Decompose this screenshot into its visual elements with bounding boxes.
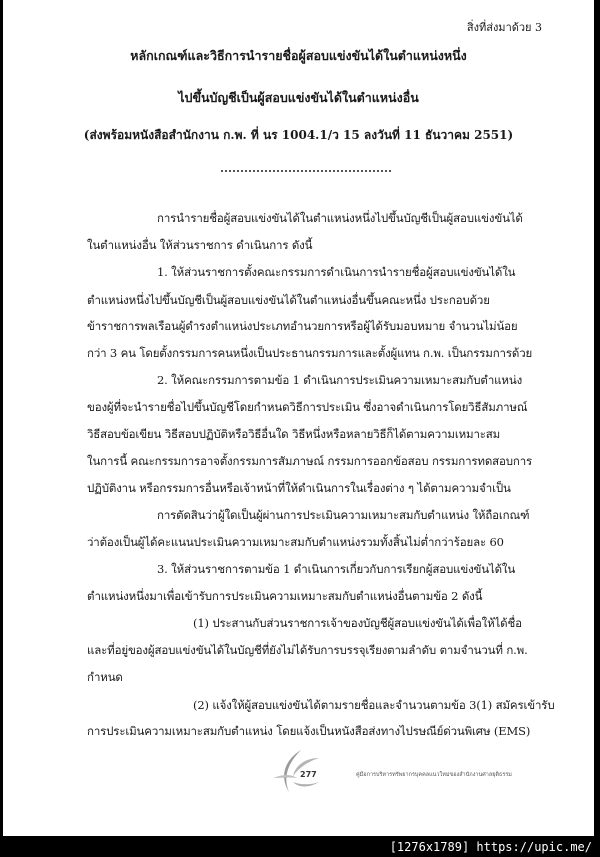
footer-text: คู่มือการบริหารทรัพยากรบุคคลแนวใหม่ของสำนักงานศาลยุติธรรม bbox=[356, 772, 512, 778]
watermark: [1276x1789] https://upic.me/ bbox=[389, 840, 592, 854]
body-line: การนำรายชื่อผู้สอบแข่งขันได้ในตำแหน่งหนึ่งไปขึ้นบัญชีเป็นผู้สอบแข่งขันได้ bbox=[157, 211, 523, 225]
body-line: ในการนี้ คณะกรรมการอาจตั้งกรรมการสัมภาษณ์ กรรมการออกข้อสอบ กรรมการทดสอบการ bbox=[87, 454, 533, 468]
attachment-label: สิ่งที่ส่งมาด้วย 3 bbox=[466, 21, 542, 34]
body-line: วิธีสอบข้อเขียน วิธีสอบปฏิบัติหรือวิธีอื่นใด วิธีหนึ่งหรือหลายวิธีก็ได้ตามความเหมาะสม bbox=[87, 427, 501, 441]
page-number: 277 bbox=[300, 770, 317, 779]
body-line: (2) แจ้งให้ผู้สอบแข่งขันได้ตามรายชื่อและจำนวนตามข้อ 3(1) สมัครเข้ารับ bbox=[193, 698, 555, 712]
body-line: กว่า 3 คน โดยตั้งกรรมการคนหนึ่งเป็นประธานกรรมการและตั้งผู้แทน ก.พ. เป็นกรรมการด้วย bbox=[87, 346, 533, 360]
body-line: ว่าต้องเป็นผู้ได้คะแนนประเมินความเหมาะสมกับตำแหน่งรวมทั้งสิ้นไม่ต่ำกว่าร้อยละ 60 bbox=[87, 535, 504, 549]
body-line: การตัดสินว่าผู้ใดเป็นผู้ผ่านการประเมินความเหมาะสมกับตำแหน่ง ให้ถือเกณฑ์ bbox=[157, 508, 530, 522]
body-line: ข้าราชการพลเรือนผู้ดำรงตำแหน่งประเภทอำนวยการหรือผู้ได้รับมอบหมาย จำนวนไม่น้อย bbox=[87, 319, 518, 333]
body-line: ตำแหน่งหนึ่งมาเพื่อเข้ารับการประเมินความเหมาะสมกับตำแหน่งอื่นตามข้อ 2 ดังนี้ bbox=[87, 589, 483, 603]
separator-line bbox=[221, 170, 391, 172]
title-line-1: หลักเกณฑ์และวิธีการนำรายชื่อผู้สอบแข่งขันได้ในตำแหน่งหนึ่ง bbox=[130, 48, 467, 63]
body-line: 2. ให้คณะกรรมการตามข้อ 1 ดำเนินการประเมินความเหมาะสมกับตำแหน่ง bbox=[157, 373, 523, 387]
title-line-2: ไปขึ้นบัญชีเป็นผู้สอบแข่งขันได้ในตำแหน่งอื่น bbox=[178, 90, 419, 105]
body-line: 1. ให้ส่วนราชการตั้งคณะกรรมการดำเนินการนำรายชื่อผู้สอบแข่งขันได้ใน bbox=[157, 265, 516, 279]
body-line: ปฏิบัติงาน หรือกรรมการอื่นหรือเจ้าหน้าที่ให้ดำเนินการในเรื่องต่าง ๆ ได้ตามความจำเป็น bbox=[87, 481, 511, 495]
body-line: ของผู้ที่จะนำรายชื่อไปขึ้นบัญชีโดยกำหนดวิธีการประเมิน ซึ่งอาจดำเนินการโดยวิธีสัมภาษณ์ bbox=[87, 400, 528, 414]
body-line: (1) ประสานกับส่วนราชการเจ้าของบัญชีผู้สอบแข่งขันได้เพื่อให้ได้ชื่อ bbox=[193, 616, 522, 630]
body-line: กำหนด bbox=[87, 670, 123, 684]
document-page bbox=[3, 0, 594, 836]
title-line-3: (ส่งพร้อมหนังสือสำนักงาน ก.พ. ที่ นร 1004.1/ว 15 ลงวันที่ 11 ธันวาคม 2551) bbox=[83, 128, 514, 142]
body-line: 3. ให้ส่วนราชการตามข้อ 1 ดำเนินการเกี่ยวกับการเรียกผู้สอบแข่งขันได้ใน bbox=[157, 562, 516, 576]
body-line: ในตำแหน่งอื่น ให้ส่วนราชการ ดำเนินการ ดังนี้ bbox=[87, 238, 313, 252]
body-line: และที่อยู่ของผู้สอบแข่งขันได้ในบัญชีที่ยังไม่ได้รับการบรรจุเรียงตามลำดับ ตามจำนวนที่ ก.พ. bbox=[87, 643, 528, 657]
body-line: ตำแหน่งหนึ่งไปขึ้นบัญชีเป็นผู้สอบแข่งขันได้ในตำแหน่งอื่นขึ้นคณะหนึ่ง ประกอบด้วย bbox=[87, 293, 490, 307]
body-line: การประเมินความเหมาะสมกับตำแหน่ง โดยแจ้งเป็นหนังสือส่งทางไปรษณีย์ด่วนพิเศษ (EMS) bbox=[87, 724, 531, 738]
